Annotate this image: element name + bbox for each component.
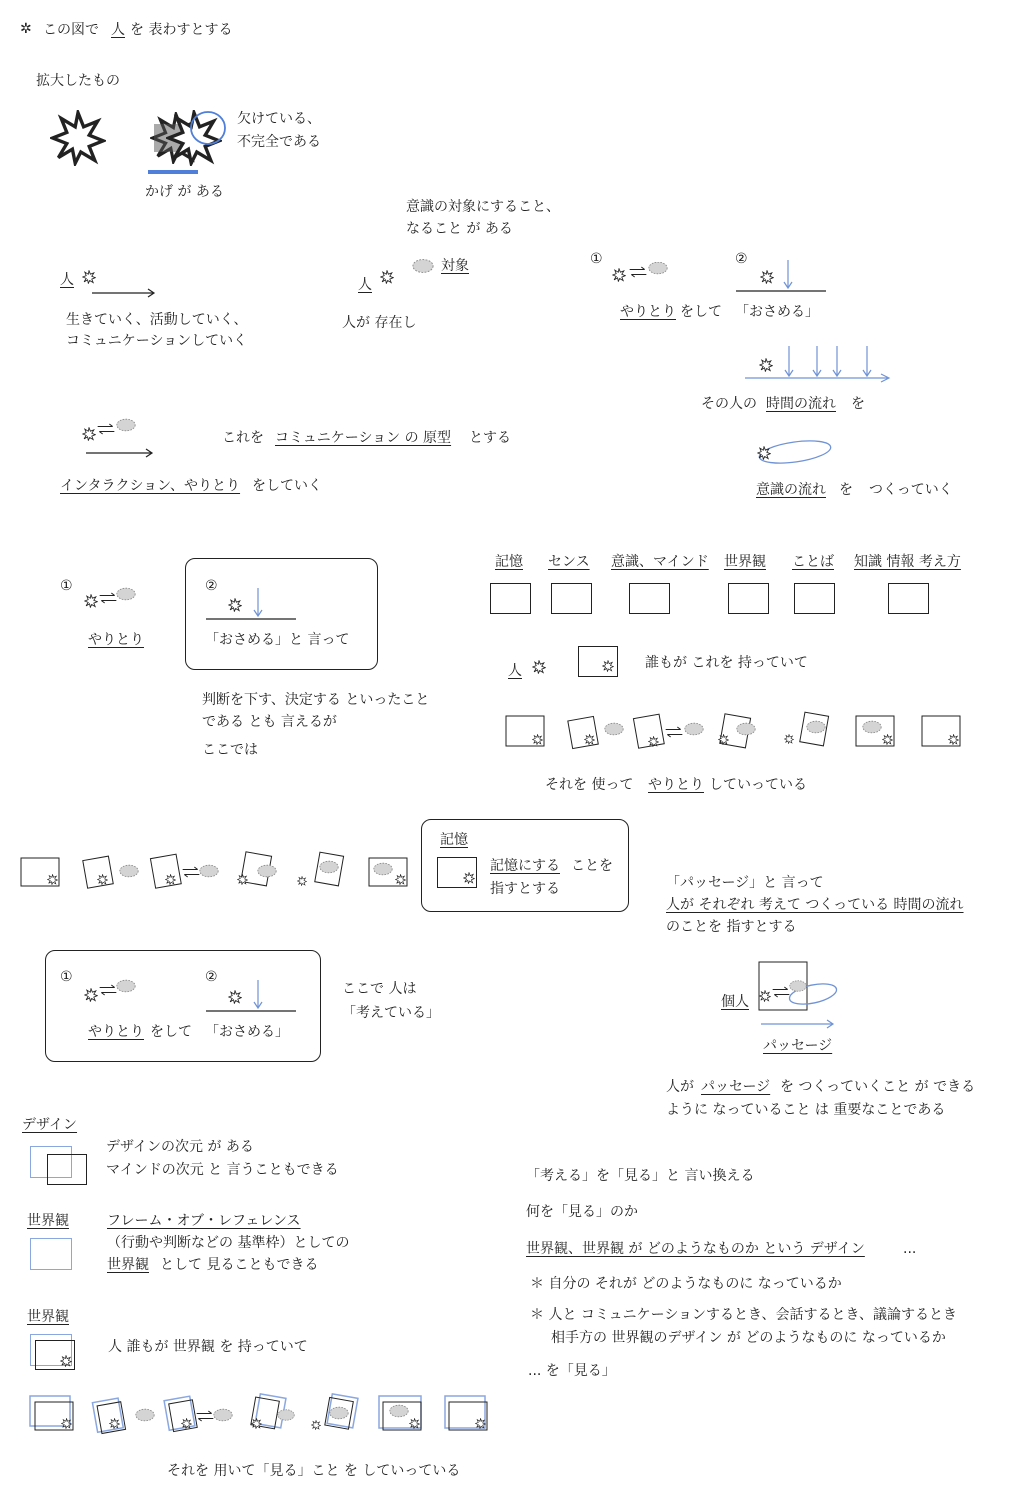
attr-person: 人 [508,663,522,679]
judge-step2: ② [205,578,218,594]
attr-box [728,583,769,614]
conscious-desc-2: なること が ある [406,221,513,237]
memory-desc-b: ことを [571,858,613,874]
judge-desc-2: である とも 言えるが [202,714,337,730]
seeing-end: ... を「見る」 [528,1363,616,1379]
passage-intro-2: 人が それぞれ 考えて つくっている 時間の流れ [666,897,964,913]
judge-osameru: 「おさめる」と 言って [205,632,350,648]
passage-diagram [755,958,845,1032]
interaction-line-b: をしていく [252,478,322,494]
judge-box [185,558,378,670]
worldview-frame-sub: （行動や判断などの 基準枠）としての [107,1235,350,1251]
thinking-action-c: 「おさめる」 [205,1024,289,1040]
flow-consc-c: つくっていく [869,482,953,498]
conscious-desc-1: 意識の対象にすること、 [406,199,560,215]
object-blob-icon [412,258,434,274]
passage-intro-3: のことを 指すとする [666,919,797,935]
passage-important-a: 人が [666,1079,694,1095]
attr-box [629,583,670,614]
worldview-frame: フレーム・オブ・レフェレンス [107,1213,301,1229]
seeing-rephrase: 「考える」を「見る」と 言い換える [526,1168,755,1184]
attr-box [551,583,592,614]
settle-diagram [736,258,836,298]
interaction-diagram [80,417,160,459]
person-icon [532,660,546,674]
basic-desc-2: コミュニケーションしていく [66,333,248,349]
seeing-what: 何を「見る」のか [526,1204,638,1220]
expanded-title: 拡大したもの [36,73,120,89]
flow-action-c: 「おさめる」 [735,304,819,320]
attr-label-sense: センス [548,554,590,570]
attr-use-b: やりとり [648,777,704,793]
passage-important-b: パッセージ [701,1079,771,1095]
exchange-sequence-2 [15,848,415,892]
flow-action-a: やりとり [620,304,676,320]
interaction-line-a: インタラクション、やりとり [60,478,241,494]
interaction-proto-c: とする [469,430,511,446]
exchange-sequence-1 [500,710,970,754]
header-marker-icon: ✲ [20,21,32,37]
basic-person: 人 [60,272,74,288]
thinking-box [45,950,321,1062]
header-text-c: を 表わすとする [130,22,233,38]
worldview-see-b: として 見ることもできる [160,1257,319,1273]
judge-exchange: やりとり [88,632,144,648]
thinking-action-a: やりとり [88,1024,144,1040]
attr-label-knowledge: 知識 情報 考え方 [854,554,961,570]
worldview-everyone: 人 誰もが 世界観 を 持っていて [108,1339,308,1355]
worldview-title-2: 世界観 [27,1309,69,1325]
basic-desc-1: 生きていく、活動していく、 [66,312,248,328]
design-title: デザイン [22,1117,78,1133]
passage-important-2: ように なっていること は 重要なことである [666,1102,946,1118]
header-text-person: 人 [111,22,125,38]
worldview-see-a: 世界観 [107,1257,149,1273]
memory-desc-a: 記憶にする [490,858,560,874]
attr-use-c: していっている [709,777,807,793]
burst-icon [50,110,110,166]
attr-label-words: ことば [792,554,834,570]
header-text-a: この図で [43,22,99,38]
expanded-missing-2: 不完全である [237,134,321,150]
attr-box [490,583,531,614]
shadow-bar [148,170,198,174]
conscious-loop-diagram [755,436,839,468]
interaction-proto-b: コミュニケーション の 原型 [275,430,452,446]
passage-label: パッセージ [763,1038,833,1054]
attr-label-memory: 記憶 [495,554,523,570]
attr-everyone: 誰もが これを 持っていて [645,655,808,671]
thinking-step1: ① [60,969,73,985]
judge-step1: ① [60,578,73,594]
exchange-icon [612,262,672,286]
flow-step2: ② [735,251,748,267]
forward-arrow-icon [90,286,160,298]
seeing-wv-a: 世界観、世界観 が どのようなものか という デザイン [526,1241,865,1257]
flow-time-b: 時間の流れ [766,396,836,412]
design-box-black [47,1154,87,1185]
thinking-action-b: をして [150,1024,192,1040]
person-box [578,646,618,677]
thinking-desc-2: 「考えている」 [342,1005,440,1021]
judge-desc-3: ここでは [202,742,258,758]
memory-person-box [437,857,477,888]
seeing-b2: ＊ 人と コミュニケーションするとき、会話するとき、議論するとき [530,1307,957,1323]
thinking-step2: ② [205,969,218,985]
worldview-use: それを 用いて「見る」こと を していっている [167,1463,461,1479]
worldview-box [30,1238,72,1270]
interaction-proto-a: これを [222,430,264,446]
expanded-missing-1: 欠けている、 [237,111,321,127]
thinking-desc-1: ここで 人は [342,981,417,997]
seeing-b1: ＊ 自分の それが どのようなものに なっているか [530,1276,842,1292]
expanded-shadow: かげ が ある [145,184,224,200]
shadow-burst-icon [150,110,230,170]
seeing-b2-2: 相手方の 世界観のデザイン が どのようなものに なっているか [551,1330,946,1346]
flow-consc-a: 意識の流れ [756,482,826,498]
design-desc-1: デザインの次元 が ある [106,1139,254,1155]
attr-label-worldview: 世界観 [724,554,766,570]
passage-important-c: を つくっていくこと が できる [780,1079,976,1095]
flow-step1: ① [590,251,603,267]
exchange-icon [84,586,144,610]
flow-time-c: を [851,396,865,412]
worldview-title: 世界観 [27,1213,69,1229]
passage-intro-1: 「パッセージ」と 言って [666,875,824,891]
exchange-sequence-3 [25,1390,495,1440]
judge-desc-1: 判断を下す、決定する といったこと [202,692,430,708]
conscious-person: 人 [358,277,372,293]
conscious-object: 対象 [441,258,469,274]
attr-box [794,583,835,614]
attr-box [888,583,929,614]
flow-consc-b: を [839,482,853,498]
time-flow-diagram [745,344,895,384]
flow-time-a: その人の [701,396,757,412]
passage-individual: 個人 [721,994,749,1010]
worldview-person-box [35,1340,75,1370]
memory-title: 記憶 [440,832,468,848]
person-icon [380,270,394,284]
attr-use-a: それを 使って [545,777,634,793]
memory-desc-c: 指すとする [490,881,560,897]
conscious-exist: 人が 存在し [342,315,417,331]
design-desc-2: マインドの次元 と 言うこともできる [106,1162,339,1178]
person-icon [82,270,96,284]
flow-action-b: をして [680,304,722,320]
seeing-wv-b: ... [903,1241,917,1257]
attr-label-mind: 意識、マインド [611,554,709,570]
